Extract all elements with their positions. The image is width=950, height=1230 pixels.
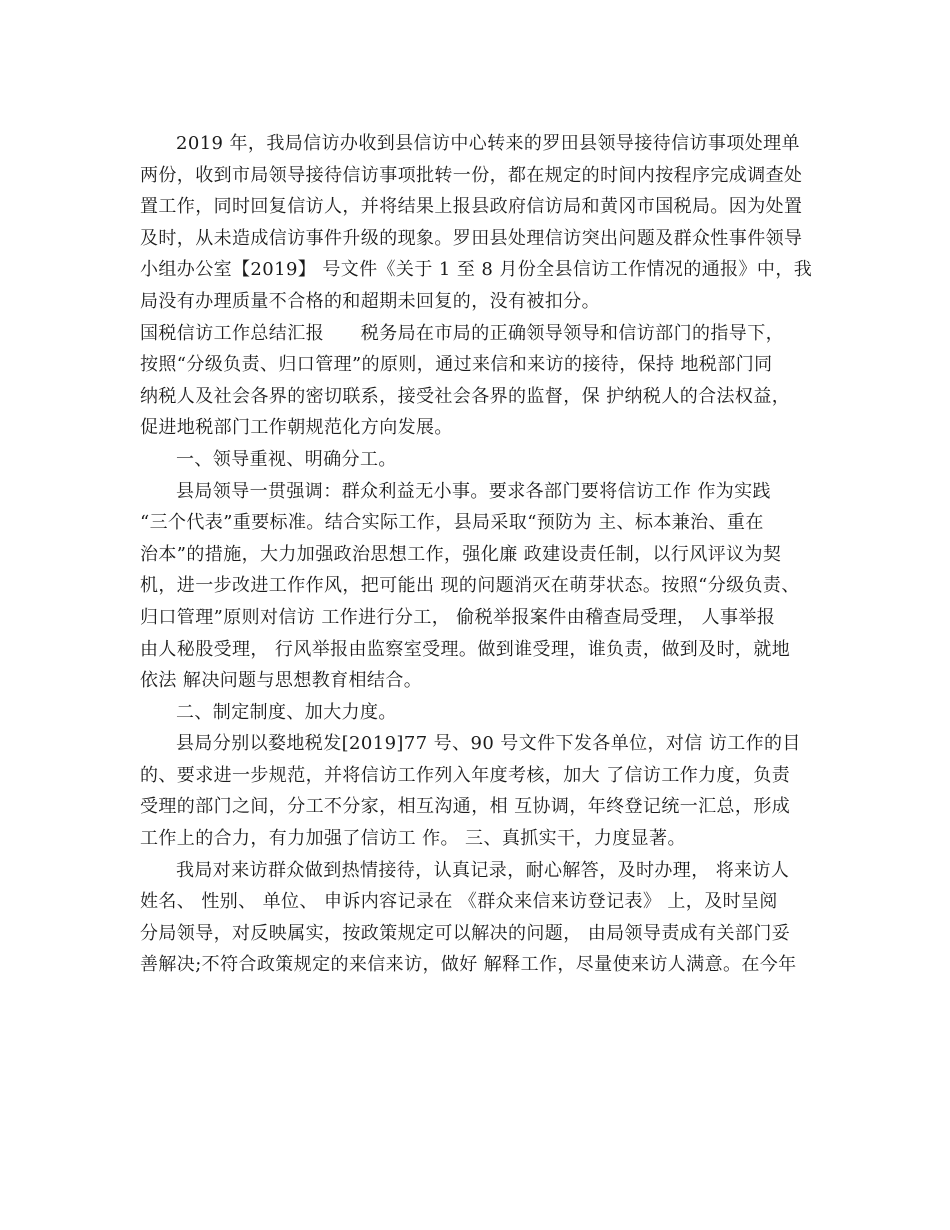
text-line: 治本”的措施，大力加强政治思想工作，强化廉 政建设责任制，以行风评议为契 [140, 543, 782, 565]
text-line: 促进地税部门工作朝规范化方向发展。 [140, 417, 453, 439]
text-line: 我局对来访群众做到热情接待，认真记录，耐心解答，及时办理， 将来访人 [176, 859, 790, 881]
text-line: 国税信访工作总结汇报 税务局在市局的正确领导领导和信访部门的指导下， [140, 322, 784, 344]
text-line: 机，进一步改进工作作风，把可能出 现的问题消灭在萌芽状态。按照“分级负责、 [140, 575, 800, 597]
text-line: 置工作，同时回复信访人，并将结果上报县政府信访局和黄冈市国税局。因为处置 [140, 196, 803, 218]
text-line: 由人秘股受理， 行风举报由监察室受理。做到谁受理，谁负责，做到及时，就地 [140, 638, 791, 660]
text-line: 工作上的合力，有力加强了信访工 作。 三、真抓实干，力度显著。 [140, 828, 686, 850]
text-line: 二、制定制度、加大力度。 [176, 701, 397, 723]
text-line: 善解决;不符合政策规定的来信来访，做好 解释工作，尽量使来访人满意。在今年 [140, 954, 797, 976]
text-line: 姓名、 性别、 单位、 申诉内容记录在 《群众来信来访登记表》 上，及时呈阅 [140, 891, 778, 913]
text-line: 及时，从未造成信访事件升级的现象。罗田县处理信访突出问题及群众性事件领导 [140, 227, 803, 249]
text-line: 分局领导，对反映属实，按政策规定可以解决的问题， 由局领导责成有关部门妥 [140, 922, 791, 944]
text-line: 小组办公室【2019】 号文件《关于 1 至 8 月份全县信访工作情况的通报》中，我 [140, 259, 813, 281]
text-line: 局没有办理质量不合格的和超期未回复的，没有被扣分。 [140, 290, 600, 312]
text-line: 两份，收到市局领导接待信访事项批转一份，都在规定的时间内按程序完成调查处 [140, 164, 803, 186]
text-line: 县局分别以婺地税发[2019]77 号、90 号文件下发各单位，对信 访工作的目 [176, 733, 801, 755]
text-line: 纳税人及社会各界的密切联系，接受社会各界的监督，保 护纳税人的合法权益， [140, 385, 791, 407]
text-line: 2019 年，我局信访办收到县信访中心转来的罗田县领导接待信访事项处理单 [176, 133, 800, 154]
text-line: 的、要求进一步规范，并将信访工作列入年度考核，加大 了信访工作力度，负责 [140, 764, 791, 786]
text-line: 按照“分级负责、归口管理”的原则，通过来信和来访的接待，保持 地税部门同 [140, 354, 773, 376]
text-line: “三个代表”重要标准。结合实际工作，县局采取“预防为 主、标本兼治、重在 [140, 512, 764, 534]
text-line: 一、领导重视、明确分工。 [176, 448, 397, 470]
text-line: 受理的部门之间，分工不分家，相互沟通，相 互协调，年终登记统一汇总，形成 [140, 796, 791, 818]
text-line: 县局领导一贯强调：群众利益无小事。要求各部门要将信访工作 作为实践 [176, 480, 771, 502]
text-line: 归口管理”原则对信访 工作进行分工， 偷税举报案件由稽查局受理， 人事举报 [140, 606, 776, 628]
document-body [140, 128, 820, 981]
text-line: 依法 解决问题与思想教育相结合。 [140, 670, 423, 692]
